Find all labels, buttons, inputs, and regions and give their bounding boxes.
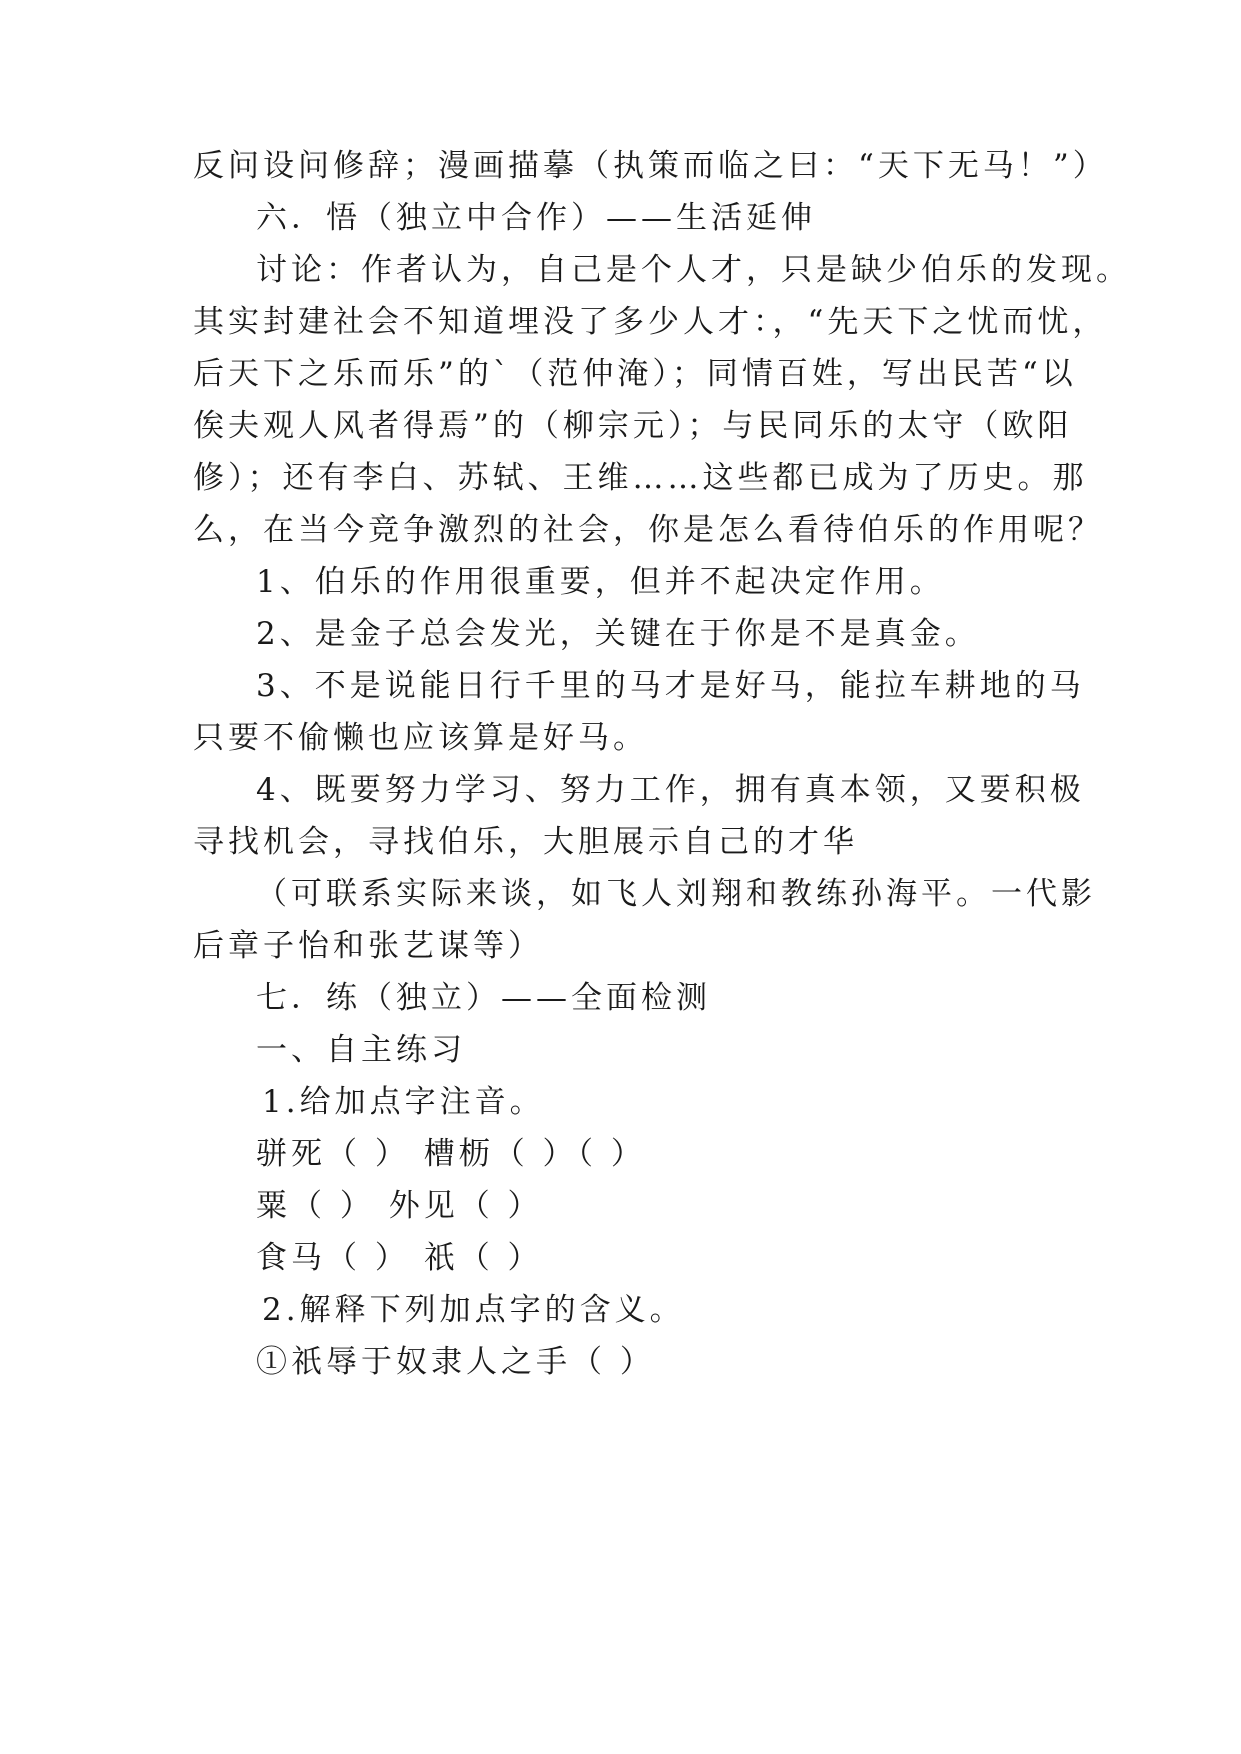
text-line: 讨论：作者认为，自己是个人才，只是缺少伯乐的发现。 (256, 252, 1131, 288)
text-line: 后天下之乐而乐”的`（范仲淹）；同情百姓，写出民苦“以 (193, 356, 1077, 392)
subsection-heading: 一、自主练习 (256, 1032, 466, 1068)
text-line: 2、是金子总会发光，关键在于你是不是真金。 (256, 616, 980, 652)
text-line: 只要不偷懒也应该算是好马。 (193, 720, 648, 756)
question-item: 2.解释下列加点字的含义。 (262, 1292, 685, 1328)
question-item: 1.给加点字注音。 (262, 1084, 545, 1120)
text-line: 后章子怡和张艺谋等） (193, 928, 543, 964)
section-heading: 六．悟（独立中合作）——生活延伸 (256, 200, 816, 236)
text-line: 么，在当今竞争激烈的社会，你是怎么看待伯乐的作用呢？ (193, 512, 1103, 548)
text-line: 反问设问修辞；漫画描摹（执策而临之曰：“天下无马！”） (193, 148, 1108, 184)
text-line: 食马（ ） 祇（ ） (256, 1240, 543, 1276)
text-line: 粟（ ） 外见（ ） (256, 1188, 543, 1224)
text-line: 俟夫观人风者得焉”的（柳宗元）；与民同乐的太守（欧阳 (193, 408, 1073, 444)
text-line: 修）；还有李白、苏轼、王维……这些都已成为了历史。那 (193, 460, 1088, 496)
text-line: 4、既要努力学习、努力工作，拥有真本领，又要积极 (256, 772, 1085, 808)
text-line: 寻找机会，寻找伯乐，大胆展示自己的才华 (193, 824, 858, 860)
text-line: 骈死（ ） 槽枥（ ）（ ） (256, 1136, 646, 1172)
text-line: （可联系实际来谈，如飞人刘翔和教练孙海平。一代影 (256, 876, 1096, 912)
text-line: 其实封建社会不知道埋没了多少人才：，“先天下之忧而忧， (193, 304, 1108, 340)
text-line: 1、伯乐的作用很重要，但并不起决定作用。 (256, 564, 945, 600)
section-heading: 七．练（独立）——全面检测 (256, 980, 711, 1016)
text-line: 3、不是说能日行千里的马才是好马，能拉车耕地的马 (256, 668, 1085, 704)
text-line: ①祇辱于奴隶人之手（ ） (256, 1344, 655, 1380)
